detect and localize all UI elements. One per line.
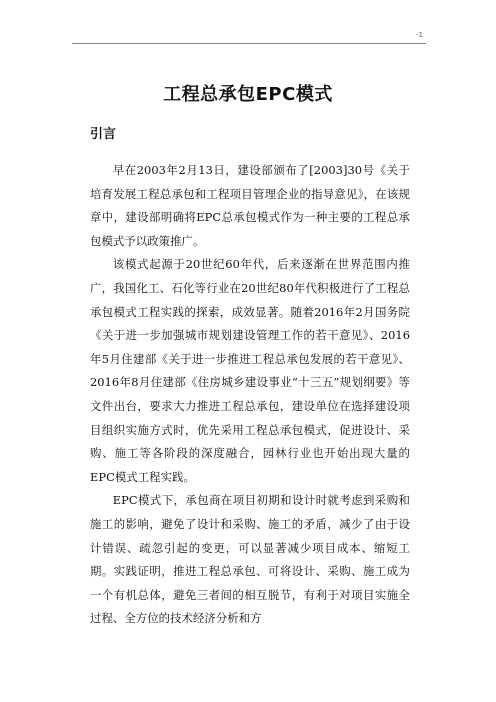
document-title: 工程总承包EPC模式 — [163, 84, 333, 105]
header-mark: -1 — [416, 31, 423, 39]
section-heading: 引言 — [90, 127, 117, 142]
paragraph: 该模式起源于20世纪60年代，后来逐渐在世界范围内推广，我国化工、石化等行业在20世纪80年代积极进行了工程总承包模式工程实践的探索，成效显著。随着2016年2月国务院《关于进一步加强城市规划建设管理工作的若干意见》、2016年5月住建部《关于进一步推进工程总承包发展的若干意见》、2016年8月住建部《住房城乡建设事业“十三五”规划纲要》等文件出台，要求大力推进工程总承包，建设单位在选择建设项目组织实施方式时，优先采用工程总承包模式，促进设计、采购、施工等各阶段的深度融合，园林行业也开始出现大量的EPC模式工程实践。 — [90, 257, 410, 484]
header-rule — [72, 43, 426, 44]
paragraph: 早在2003年2月13日，建设部颁布了[2003]30号《关于培育发展工程总承包和工程项目管理企业的指导意见》，在该规章中，建设部明确将EPC总承包模式作为一种主要的工程总承包模式予以政策推广。 — [90, 163, 410, 248]
paragraph: EPC模式下，承包商在项目初期和设计时就考虑到采购和施工的影响，避免了设计和采购、施工的矛盾，减少了由于设计错误、疏忽引起的变更，可以显著减少项目成本、缩短工期。实践证明，推进工程总承包、可将设计、采购、施工成为一个有机总体，避免三者间的相互脱节，有利于对项目实施全过程、全方位的技术经济分析和方 — [90, 493, 410, 626]
document-body — [90, 159, 410, 631]
